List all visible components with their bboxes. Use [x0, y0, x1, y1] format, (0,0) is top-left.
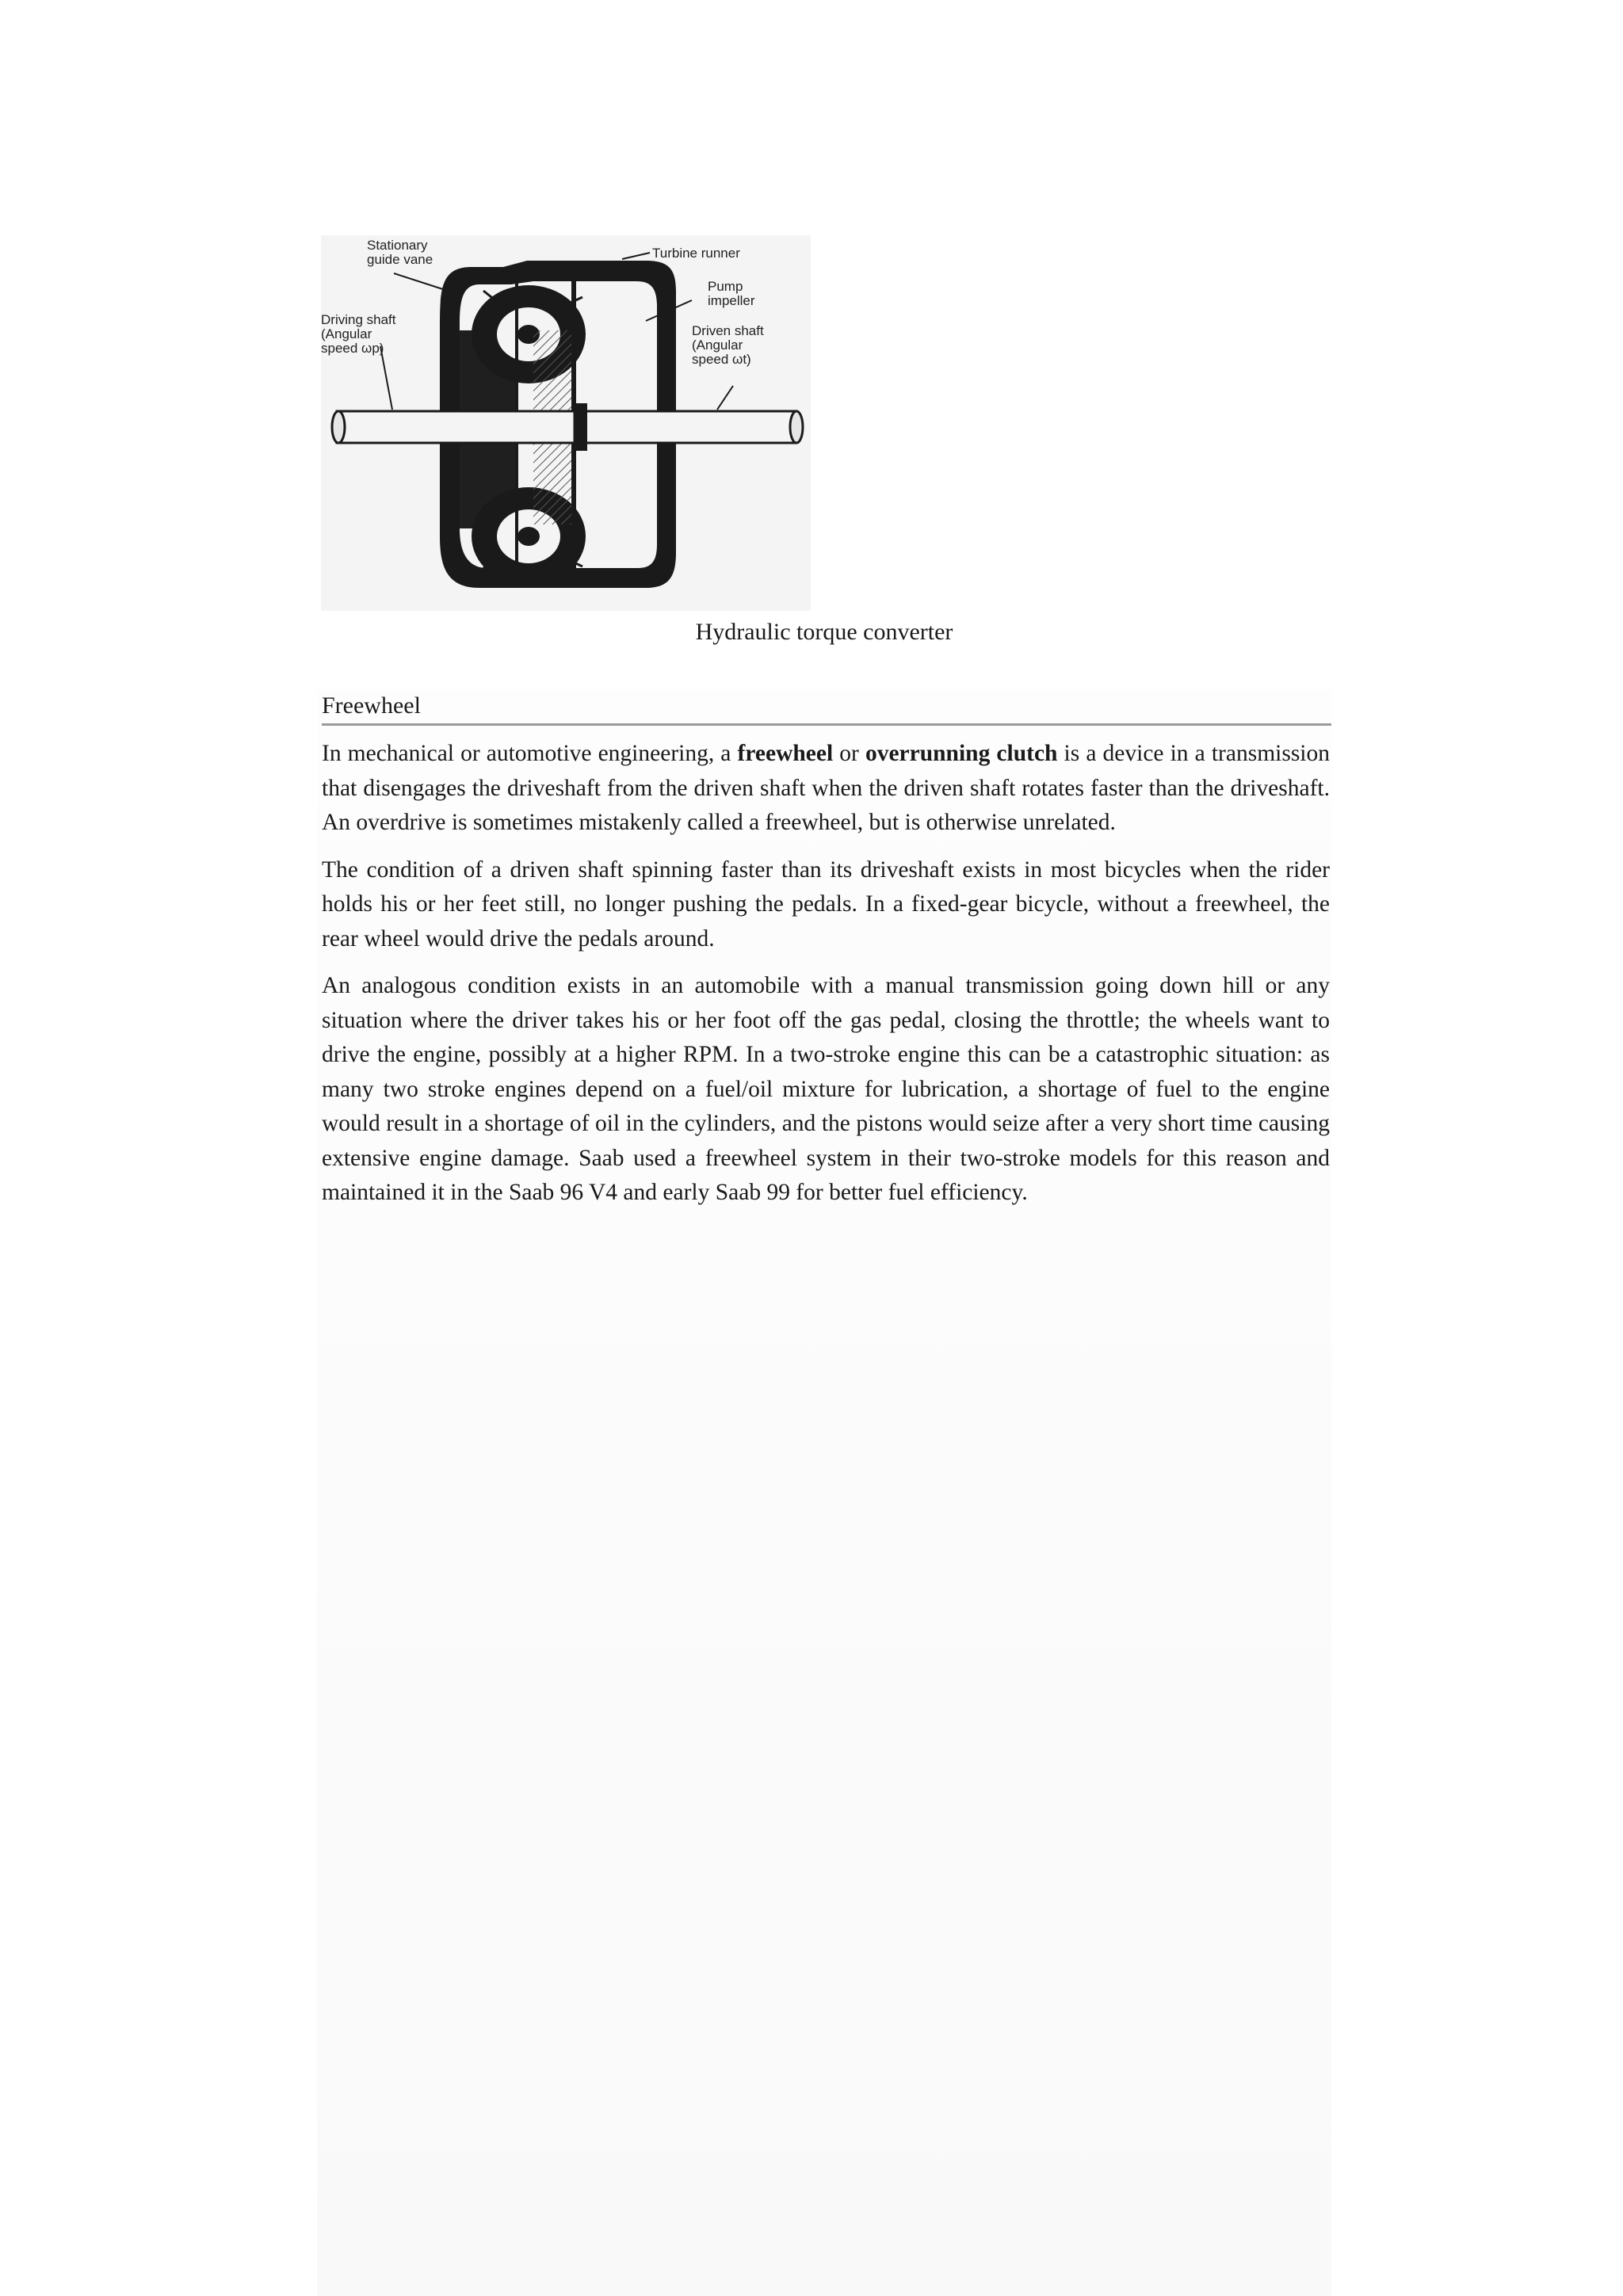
paragraph-1-text-c: is a device in a transmission that disengages the driveshaft from the driven shaft when the driven shaft rotates faster than the driveshaft. An overdrive is sometimes mistakenly called a freewheel, but is otherwise unrelated. [322, 741, 1330, 835]
torque-converter-diagram [321, 235, 811, 611]
lower-torus-hub [517, 527, 540, 546]
paragraph-1 [322, 737, 1330, 841]
paragraph-1-text-b: or [833, 741, 865, 766]
paragraph-2: The condition of a driven shaft spinning faster than its driveshaft exists in most bicycles when the rider holds his or her feet still, no longer pushing the pedals. In a fixed-gear bicycle, without a freewheel, the rear wheel would drive the pedals around. [322, 856, 1330, 952]
paragraph-3: An analogous condition exists in an automobile with a manual transmission going down hill or any situation where the driver takes his or her foot off the gas pedal, closing the throttle; the wheels want to drive the engine, possibly at a higher RPM. In a two-stroke engine this can be a catastrophic situation: as many two stroke engines depend on a fuel/oil mixture for lubrication, a shortage of fuel to the engine would result in a shortage of oil in the cylinders, and the pistons would seize after a very short time causing extensive engine damage. Saab used a freewheel system in their two-stroke models for this reason and maintained it in the Saab 96 V4 and early Saab 99 for better fuel efficiency. [322, 973, 1330, 1205]
label-pump-impeller-text: Pump impeller [708, 279, 755, 308]
term-freewheel: freewheel [737, 741, 834, 766]
figure-caption: Hydraulic torque converter [695, 619, 953, 645]
section-body [322, 737, 1330, 1223]
label-driving-shaft-text: Driving shaft (Angular speed ωp) [321, 312, 396, 356]
label-driving-shaft [321, 313, 395, 356]
driven-shaft [582, 411, 796, 443]
label-stationary-guide-vane [367, 238, 433, 267]
driven-shaft-end [790, 411, 803, 443]
label-driven-shaft-text: Driven shaft (Angular speed ωt) [692, 323, 764, 367]
section-divider [322, 723, 1331, 726]
paragraph-1-text-a: In mechanical or automotive engineering, a [322, 741, 738, 766]
label-driven-shaft [692, 324, 764, 367]
term-overrunning-clutch: overrunning clutch [865, 741, 1058, 766]
driving-shaft [337, 411, 575, 443]
section-title: Freewheel [322, 692, 421, 719]
driving-shaft-end [332, 411, 345, 443]
label-turbine-runner: Turbine runner [652, 246, 740, 261]
label-stationary-guide-vane-text: Stationary guide vane [367, 238, 433, 267]
shaft-coupling [576, 403, 587, 451]
label-pump-impeller [708, 280, 755, 308]
